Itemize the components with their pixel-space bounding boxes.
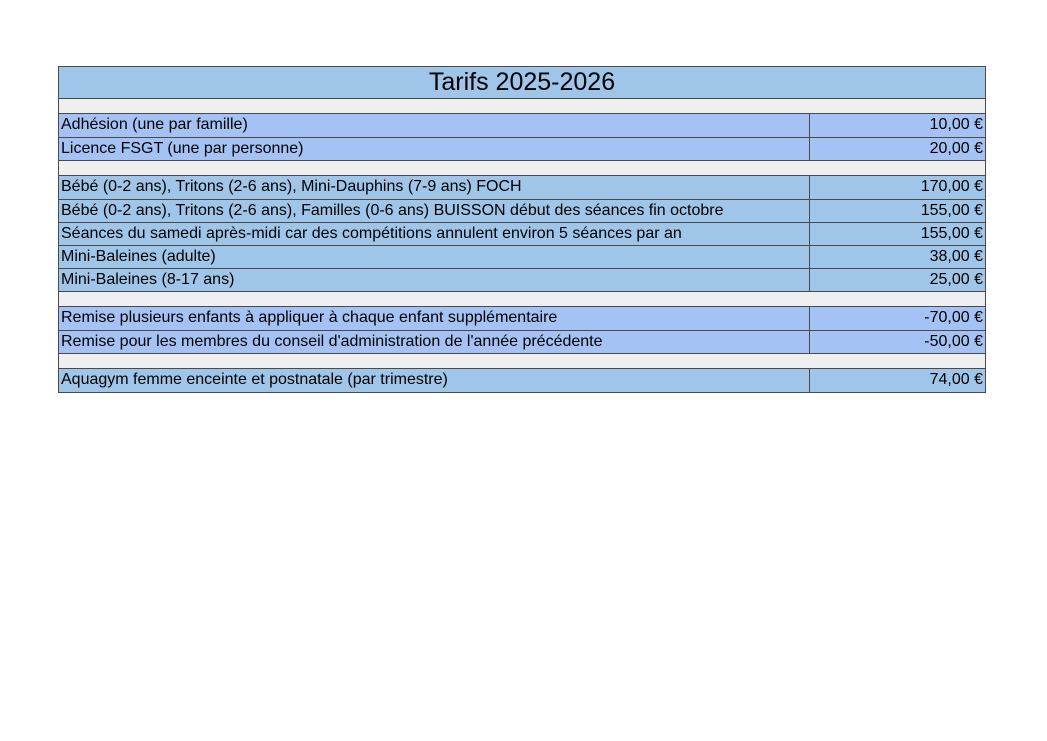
row-label: Mini-Baleines (adulte) <box>59 246 810 268</box>
table-row <box>59 199 985 222</box>
spacer-row <box>58 161 986 175</box>
table-row <box>59 307 985 330</box>
tariff-table <box>58 66 986 393</box>
row-price: 10,00 € <box>929 116 983 133</box>
row-label: Séances du samedi après-midi car des compétitions annulent environ 5 séances par an <box>59 223 810 245</box>
spacer-row <box>58 99 986 113</box>
row-price: -50,00 € <box>924 333 983 350</box>
table-row <box>59 268 985 291</box>
table-title: Tarifs 2025-2026 <box>58 66 986 99</box>
spacer-row <box>58 292 986 306</box>
row-price: 38,00 € <box>929 248 983 265</box>
row-price: 155,00 € <box>920 225 983 242</box>
row-label: Bébé (0-2 ans), Tritons (2-6 ans), Mini-Dauphins (7-9 ans) FOCH <box>59 176 810 199</box>
row-label: Bébé (0-2 ans), Tritons (2-6 ans), Familles (0-6 ans) BUISSON début des séances fin octobre <box>59 200 810 222</box>
row-label: Aquagym femme enceinte et postnatale (par trimestre) <box>59 369 810 392</box>
table-row <box>59 137 985 160</box>
row-price: 25,00 € <box>929 271 983 288</box>
row-label: Remise pour les membres du conseil d'administration de l'année précédente <box>59 331 810 353</box>
group-membership <box>58 113 986 161</box>
group-aquagym <box>58 368 986 393</box>
group-discounts <box>58 306 986 354</box>
row-price: -70,00 € <box>924 309 983 326</box>
row-price: 170,00 € <box>920 178 983 195</box>
row-price: 155,00 € <box>920 202 983 219</box>
row-label: Licence FSGT (une par personne) <box>59 138 810 160</box>
row-label: Remise plusieurs enfants à appliquer à chaque enfant supplémentaire <box>59 307 810 330</box>
table-row <box>59 114 985 137</box>
table-row <box>59 222 985 245</box>
row-label: Adhésion (une par famille) <box>59 114 810 137</box>
table-row <box>59 330 985 353</box>
group-sessions <box>58 175 986 292</box>
row-price: 74,00 € <box>929 371 983 388</box>
table-row <box>59 245 985 268</box>
table-row <box>59 176 985 199</box>
row-price: 20,00 € <box>929 140 983 157</box>
table-row <box>59 369 985 392</box>
spacer-row <box>58 354 986 368</box>
row-label: Mini-Baleines (8-17 ans) <box>59 269 810 291</box>
